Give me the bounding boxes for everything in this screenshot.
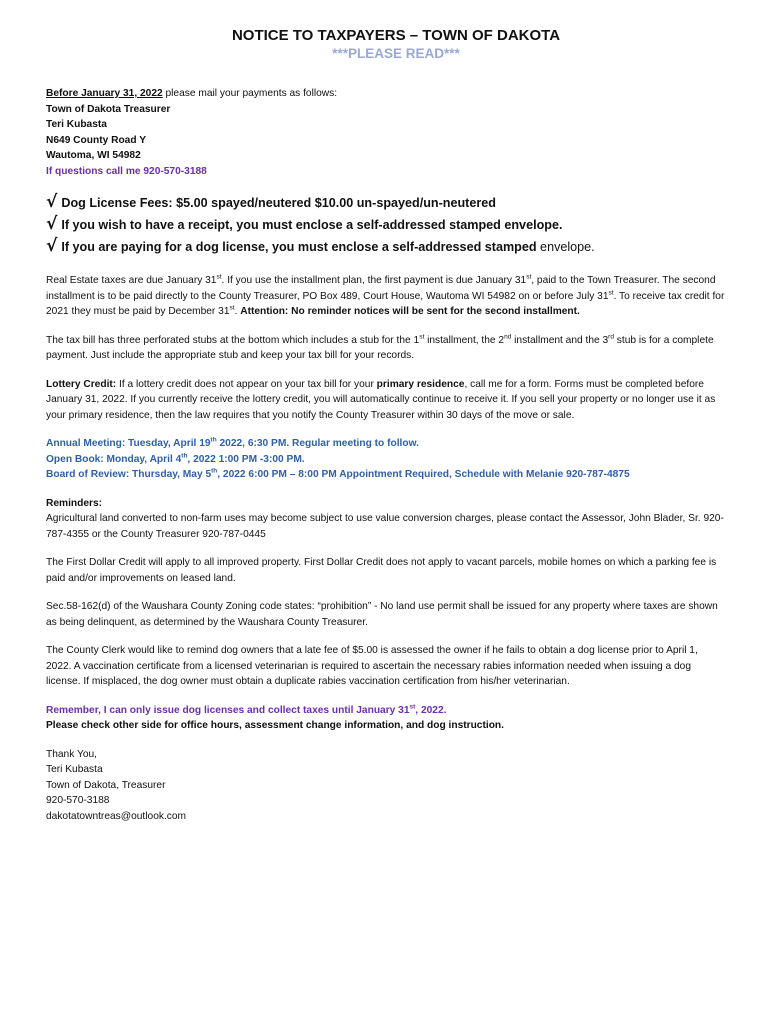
zoning-code-paragraph: Sec.58-162(d) of the Waushara County Zoning code states: “prohibition” - No land use permit shall be issued for any property where taxes are shown as being delinquent, as determined by the Waushara County Treasurer.: [46, 601, 718, 628]
board-of-review: Board of Review: Thursday, May 5th, 2022 6:00 PM – 8:00 PM Appointment Required, Schedule with Melanie 920-787-4875: [46, 467, 630, 480]
checkmark-icon: √: [46, 236, 58, 256]
mail-address-line: Town of Dakota Treasurer: [46, 103, 171, 115]
meetings-section: [46, 436, 726, 483]
reminders-heading: Reminders:: [46, 497, 103, 509]
mail-deadline: Before January 31, 2022: [46, 88, 163, 99]
checkmark-icon: √: [46, 192, 58, 212]
mail-section: [46, 86, 726, 179]
checklist: [46, 192, 726, 258]
signoff-phone: 920-570-3188: [46, 795, 110, 806]
annual-meeting: Annual Meeting: Tuesday, April 19th 2022, 6:30 PM. Regular meeting to follow.: [46, 436, 419, 449]
lottery-credit-paragraph: Lottery Credit: If a lottery credit does not appear on your tax bill for your primary residence, call me for a form. Forms must be completed before January 31, 2022. If you currently receive the lottery credit, you will automatically continue to receive it. If you sell your property or no longer use it as your primary residence, then the law requires that you notify the County Treasurer within 30 days of the move or sale.: [46, 378, 716, 421]
agricultural-land-paragraph: Agricultural land converted to non-farm uses may become subject to use value conversion charges, please contact the Assessor, John Blader, Sr. 920-787-4355 or the County Treasurer 920-787-0445: [46, 513, 724, 540]
checkmark-icon: √: [46, 214, 58, 234]
notice-title: NOTICE TO TAXPAYERS – TOWN OF DAKOTA: [231, 27, 561, 44]
mail-intro: please mail your payments as follows:: [162, 88, 338, 99]
real-estate-paragraph: Real Estate taxes are due January 31st. If you use the installment plan, the first payment is due January 31st, paid to the Town Treasurer. The second installment is to be paid directly to the County Treasurer, PO Box 489, Court House, Wautoma WI 54982 on or before July 31st. To receive tax credit for 2021 they must be paid by December 31st. Attention: No reminder notices will be sent for the second installment.: [46, 273, 725, 317]
mail-address-line: Teri Kubasta: [46, 119, 107, 130]
mail-address-line: Wautoma, WI 54982: [46, 150, 141, 161]
notice-page: [46, 26, 726, 824]
tax-stubs-paragraph: The tax bill has three perforated stubs at the bottom which includes a stub for the 1st installment, the 2nd installment and the 3rd stub is for a complete payment. Just include the appropriate stub and keep your tax bill for your records.: [46, 333, 714, 361]
checklist-item: √ Dog License Fees: $5.00 spayed/neutered $10.00 un-spayed/un-neutered: [46, 192, 496, 212]
checklist-item: √ If you are paying for a dog license, you must enclose a self-addressed stamped envelope.: [46, 236, 595, 256]
questions-phone: If questions call me 920-570-3188: [46, 165, 207, 177]
county-clerk-paragraph: The County Clerk would like to remind dog owners that a late fee of $5.00 is assessed the owner if he fails to obtain a dog license prior to April 1, 2022. A vaccination certificate from a licensed veterinarian is required to ascertain the necessary rabies information needed when issuing a dog license. If misplaced, the dog owner must obtain a duplicate rabies vaccination certification from his/her veterinarian.: [46, 645, 698, 687]
remember-deadline: Remember, I can only issue dog licenses and collect taxes until January 31st, 2022.: [46, 703, 447, 716]
signoff-line: Thank You,: [46, 748, 97, 760]
signoff-email: dakotatowntreas@outlook.com: [46, 810, 187, 822]
mail-address-line: N649 County Road Y: [46, 134, 147, 146]
please-read-subtitle: ***PLEASE READ***: [332, 46, 460, 61]
signoff: [46, 747, 726, 825]
signoff-line: Town of Dakota, Treasurer: [46, 779, 166, 791]
signoff-line: Teri Kubasta: [46, 764, 103, 775]
check-other-side: Please check other side for office hours, assessment change information, and dog instruction.: [46, 720, 504, 731]
first-dollar-credit-paragraph: The First Dollar Credit will apply to all improved property. First Dollar Credit does not apply to vacant parcels, mobile homes on which a parking fee is paid and/or improvements on leased land.: [46, 557, 717, 584]
open-book: Open Book: Monday, April 4th, 2022 1:00 PM -3:00 PM.: [46, 452, 305, 465]
checklist-item: √ If you wish to have a receipt, you must enclose a self-addressed stamped envelope.: [46, 214, 563, 234]
